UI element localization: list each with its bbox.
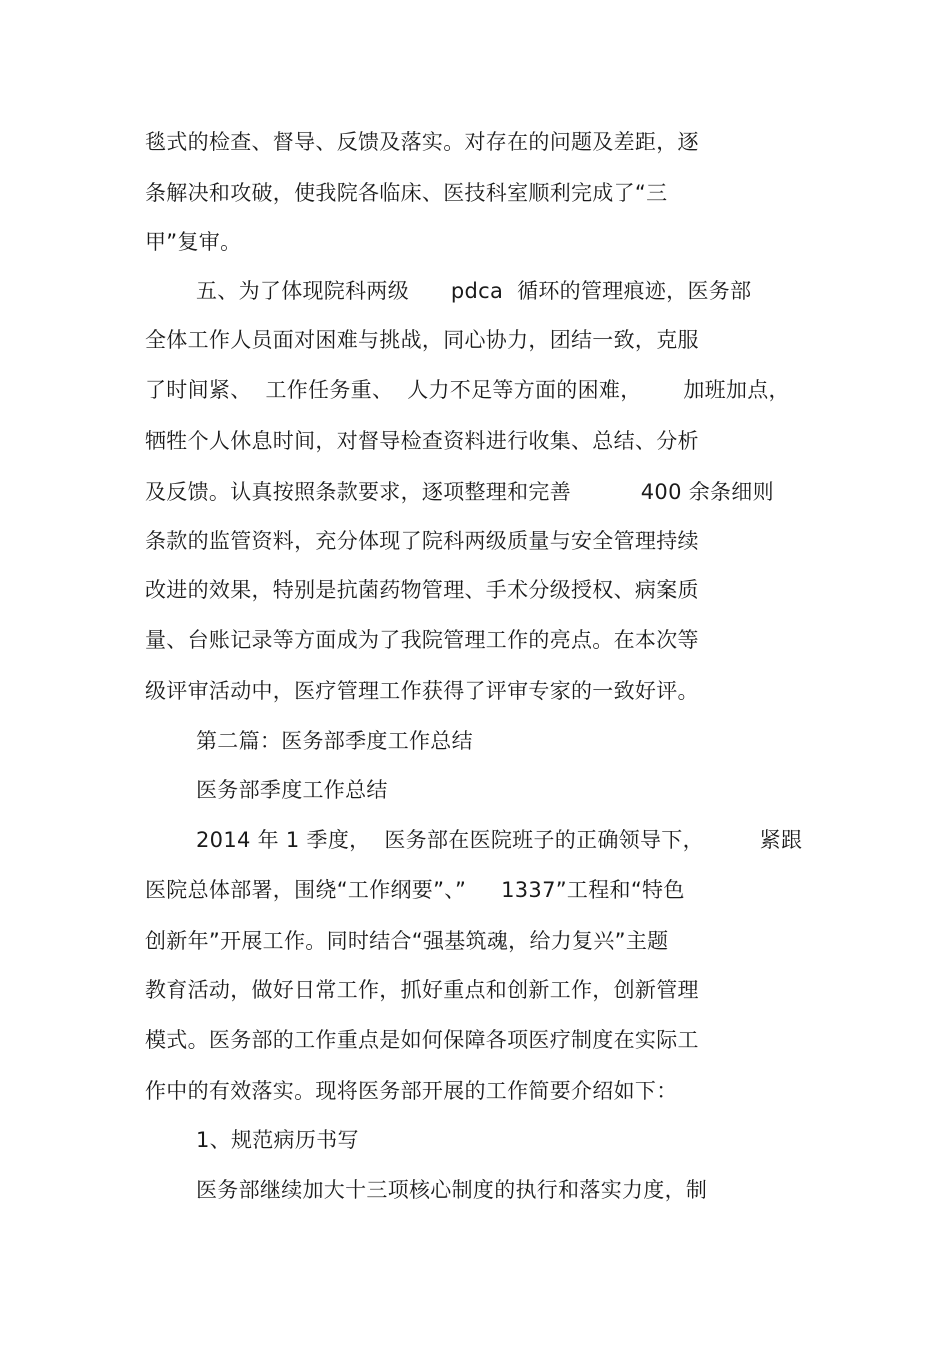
text-line: 了时间紧、 工作任务重、 人力不足等方面的困难， 加班加点， bbox=[145, 378, 790, 402]
section-subheading: 医务部季度工作总结 bbox=[196, 778, 388, 802]
text-line: 五、为了体现院科两级 pdca 循环的管理痕迹，医务部 bbox=[196, 279, 752, 303]
text-line: 全体工作人员面对困难与挑战，同心协力，团结一致，克服 bbox=[145, 328, 699, 352]
text-line: 条款的监管资料，充分体现了院科两级质量与安全管理持续 bbox=[145, 529, 699, 553]
text-line: 模式。医务部的工作重点是如何保障各项医疗制度在实际工 bbox=[145, 1028, 699, 1052]
text-line: 条解决和攻破，使我院各临床、医技科室顺利完成了“三 bbox=[145, 181, 668, 205]
list-heading: 1、规范病历书写 bbox=[196, 1128, 359, 1152]
text-line: 改进的效果，特别是抗菌药物管理、手术分级授权、病案质 bbox=[145, 578, 699, 602]
text-line: 牺牲个人休息时间，对督导检查资料进行收集、总结、分析 bbox=[145, 429, 699, 453]
text-line: 医务部继续加大十三项核心制度的执行和落实力度，制 bbox=[196, 1178, 708, 1202]
text-line: 2014 年 1 季度， 医务部在医院班子的正确领导下， 紧跟 bbox=[196, 828, 803, 852]
text-line: 作中的有效落实。现将医务部开展的工作简要介绍如下： bbox=[145, 1079, 678, 1103]
text-line: 量、台账记录等方面成为了我院管理工作的亮点。在本次等 bbox=[145, 628, 699, 652]
text-line: 教育活动，做好日常工作，抓好重点和创新工作，创新管理 bbox=[145, 978, 699, 1002]
text-line: 医院总体部署，围绕“工作纲要”、” 1337”工程和“特色 bbox=[145, 878, 685, 902]
text-line: 毯式的检查、督导、反馈及落实。对存在的问题及差距，逐 bbox=[145, 130, 699, 154]
text-line: 甲”复审。 bbox=[145, 230, 242, 254]
text-line: 创新年”开展工作。同时结合“强基筑魂，给力复兴”主题 bbox=[145, 929, 669, 953]
text-line: 及反馈。认真按照条款要求，逐项整理和完善 400 余条细则 bbox=[145, 480, 774, 504]
section-heading: 第二篇：医务部季度工作总结 bbox=[196, 729, 473, 753]
text-line: 级评审活动中，医疗管理工作获得了评审专家的一致好评。 bbox=[145, 679, 699, 703]
